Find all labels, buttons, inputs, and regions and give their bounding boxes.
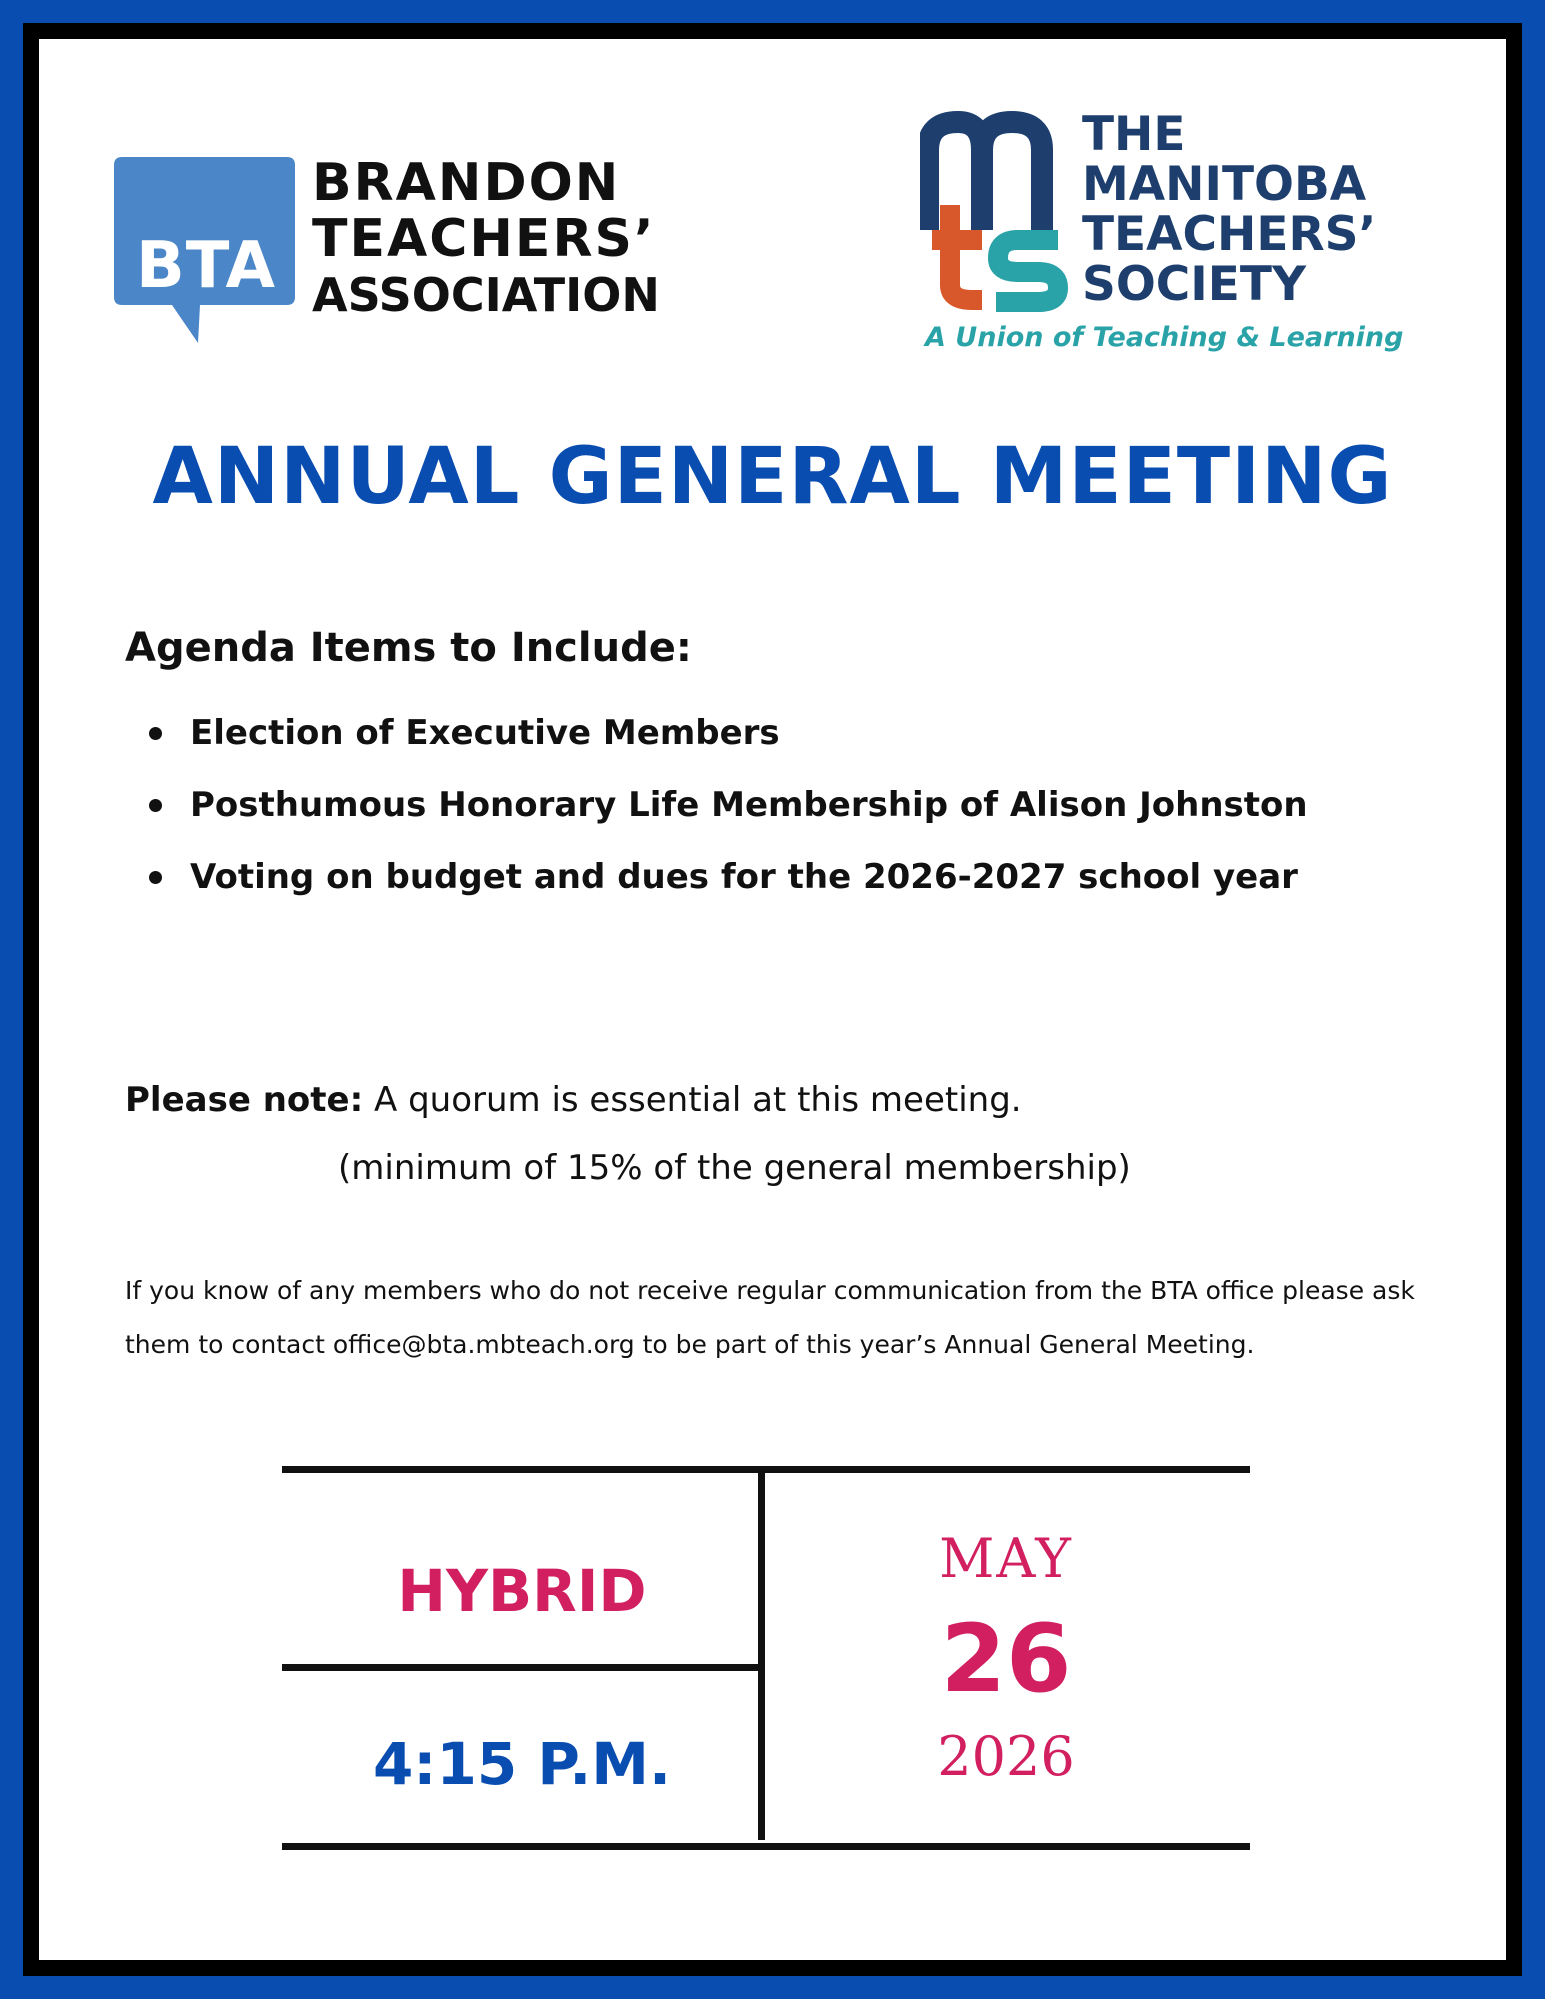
mts-logo-line3: TEACHERS’ xyxy=(1082,207,1377,262)
page-title: ANNUAL GENERAL MEETING xyxy=(152,432,1393,522)
bta-logo-line3: ASSOCIATION xyxy=(312,268,660,322)
quorum-note-sub: (minimum of 15% of the general membership) xyxy=(338,1148,1131,1188)
contact-info-line1: If you know of any members who do not receive regular communication from the BTA office please ask xyxy=(125,1276,1415,1305)
bullet-icon xyxy=(149,727,162,740)
agenda-item xyxy=(145,705,1308,777)
contact-info-paragraph xyxy=(125,1264,1425,1372)
mts-logo xyxy=(920,100,1404,370)
quorum-note-label: Please note: xyxy=(125,1080,364,1120)
mts-logo-wordmark xyxy=(1082,107,1377,312)
agenda-item xyxy=(145,777,1308,849)
bta-logo-abbr: BTA xyxy=(136,229,276,303)
table-top-rule xyxy=(282,1466,1250,1473)
bta-logo-wordmark xyxy=(312,155,660,323)
mts-logo-line4: SOCIETY xyxy=(1082,257,1306,312)
bullet-icon xyxy=(149,799,162,812)
table-middle-rule xyxy=(282,1664,760,1671)
agenda-list xyxy=(145,705,1308,921)
agenda-item-text: Voting on budget and dues for the 2026-2027 school year xyxy=(190,857,1298,897)
mts-logo-tagline: A Union of Teaching & Learning xyxy=(925,322,1404,353)
agenda-item xyxy=(145,849,1308,921)
agenda-heading: Agenda Items to Include: xyxy=(125,625,692,671)
bta-logo-line1: BRANDON xyxy=(312,153,621,213)
table-bottom-rule xyxy=(282,1843,1250,1850)
mts-monogram-icon xyxy=(920,110,1070,315)
quorum-note xyxy=(125,1080,1022,1120)
bullet-icon xyxy=(149,871,162,884)
bta-logo-line2: TEACHERS’ xyxy=(312,209,656,269)
bta-logo xyxy=(112,155,672,345)
contact-info-line2: them to contact office@bta.mbteach.org to be part of this year’s Annual General Meeting. xyxy=(125,1330,1255,1359)
agenda-item-text: Election of Executive Members xyxy=(190,713,780,753)
event-format: HYBRID xyxy=(397,1557,647,1625)
event-day: 26 xyxy=(940,1605,1072,1714)
quorum-note-text: A quorum is essential at this meeting. xyxy=(374,1080,1022,1120)
agenda-item-text: Posthumous Honorary Life Membership of Alison Johnston xyxy=(190,785,1308,825)
event-year: 2026 xyxy=(937,1725,1075,1788)
event-time: 4:15 P.M. xyxy=(372,1730,672,1798)
mts-logo-line1: THE xyxy=(1082,107,1186,162)
mts-logo-line2: MANITOBA xyxy=(1082,157,1367,212)
event-month: MAY xyxy=(939,1527,1073,1590)
